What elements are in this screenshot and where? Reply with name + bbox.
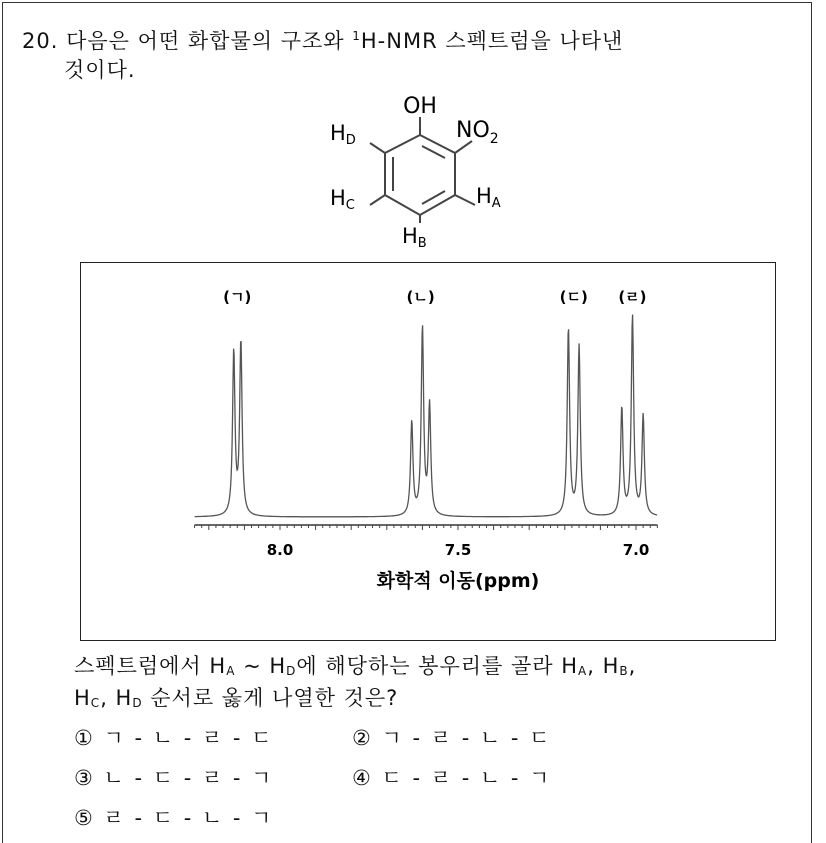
question-number: 20. xyxy=(22,29,59,53)
peak-label: (ㄷ) xyxy=(559,288,588,306)
spectrum-trace xyxy=(195,315,657,517)
question-text: 다음은 어떤 화합물의 구조와 xyxy=(66,29,353,53)
choice-1[interactable]: ① ㄱ - ㄴ - ㄹ - ㄷ xyxy=(74,726,274,750)
x-axis-label: 화학적 이동(ppm) xyxy=(376,570,540,592)
question-line-2: 것이다. xyxy=(64,58,136,82)
question-text: H-NMR 스펙트럼을 나타낸 xyxy=(360,29,624,53)
prompt-line-2: HC, HD 순서로 옳게 나열한 것은? xyxy=(74,686,399,710)
prompt-line-1: 스펙트럼에서 HA ~ HD에 해당하는 봉우리를 골라 HA, HB, xyxy=(74,654,637,678)
choice-4[interactable]: ④ ㄷ - ㄹ - ㄴ - ㄱ xyxy=(352,766,552,790)
x-tick-label: 7.0 xyxy=(622,541,650,559)
hc-label: HC xyxy=(330,186,355,213)
choice-3[interactable]: ③ ㄴ - ㄷ - ㄹ - ㄱ xyxy=(74,766,274,790)
x-tick-label: 7.5 xyxy=(444,541,472,559)
oh-label: OH xyxy=(403,95,437,119)
peak-label: (ㄱ) xyxy=(223,288,252,306)
hb-label: HB xyxy=(402,224,427,251)
x-tick-label: 8.0 xyxy=(266,541,294,559)
ha-label: HA xyxy=(476,184,501,211)
hd-label: HD xyxy=(330,121,356,148)
choice-5[interactable]: ⑤ ㄹ - ㄷ - ㄴ - ㄱ xyxy=(74,806,274,830)
peak-label: (ㄴ) xyxy=(406,288,435,306)
choice-2[interactable]: ② ㄱ - ㄹ - ㄴ - ㄷ xyxy=(352,726,552,750)
superscript: 1 xyxy=(352,29,361,43)
peak-label: (ㄹ) xyxy=(618,288,647,306)
no2-label: $NO_2$ xyxy=(456,118,499,147)
